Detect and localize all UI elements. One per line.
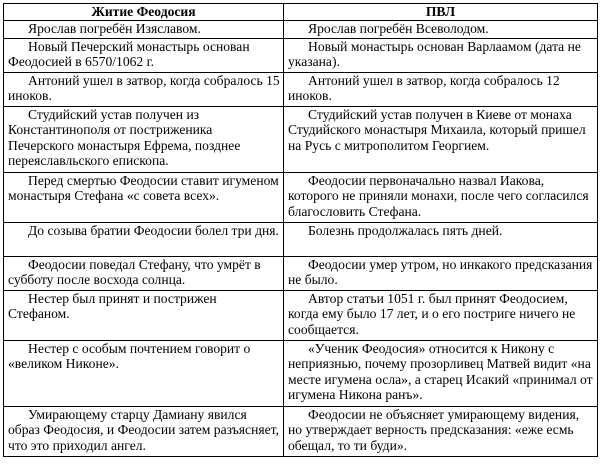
table-row	[4, 340, 598, 406]
table-row	[4, 222, 598, 256]
table-body	[4, 20, 598, 456]
cell-pvl: «Ученик Феодосия» относится к Никону с неприязнью, почему прозорливец Матвей видит «на месте игумена осла», а старец Исакий «принимал от игумена Никона ранъ».	[284, 340, 598, 406]
cell-life: До созыва братии Феодосии болел три дня.	[4, 222, 284, 256]
cell-pvl: Антоний ушел в затвор, когда собралось 12 иноков.	[284, 72, 598, 106]
table-row	[4, 290, 598, 340]
cell-life: Нестер был принят и пострижен Стефаном.	[4, 290, 284, 340]
cell-pvl: Автор статьи 1051 г. был принят Феодосием, когда ему было 17 лет, и о его постриге ничего не сообщается.	[284, 290, 598, 340]
header-row	[4, 4, 598, 21]
cell-pvl: Болезнь продолжалась пять дней.	[284, 222, 598, 256]
comparison-table	[3, 3, 598, 457]
cell-life: Антоний ушел в затвор, когда собралось 15 иноков.	[4, 72, 284, 106]
cell-life: Умирающему старцу Дамиану явился образ Феодосия, и Феодосии затем разъясняет, что это приходил ангел.	[4, 406, 284, 456]
cell-life: Новый Печерский монастырь основан Феодосией в 6570/1062 г.	[4, 38, 284, 72]
cell-life: Ярослав погребён Изяславом.	[4, 20, 284, 38]
table-row	[4, 256, 598, 290]
cell-pvl: Феодосии первоначально назвал Иакова, которого не приняли монахи, после чего согласился благословить Стефана.	[284, 172, 598, 222]
header-life-of-theodosius: Житие Феодосия	[4, 4, 284, 21]
cell-life: Перед смертью Феодосии ставит игуменом монастыря Стефана «с совета всех».	[4, 172, 284, 222]
cell-pvl: Студийский устав получен в Киеве от монаха Студийского монастыря Михаила, который пришел на Русь с митрополитом Георгием.	[284, 106, 598, 172]
cell-life: Студийский устав получен из Константинополя от постриженика Печерского монастыря Ефрема, позднее переяславльского епископа.	[4, 106, 284, 172]
table-row	[4, 172, 598, 222]
header-pvl: ПВЛ	[284, 4, 598, 21]
cell-life: Нестер с особым почтением говорит о «великом Никоне».	[4, 340, 284, 406]
cell-life: Феодосии поведал Стефану, что умрёт в субботу после восхода солнца.	[4, 256, 284, 290]
table-header	[4, 4, 598, 21]
table-row	[4, 20, 598, 38]
table-row	[4, 406, 598, 456]
cell-pvl: Ярослав погребён Всеволодом.	[284, 20, 598, 38]
cell-pvl: Новый монастырь основан Варлаамом (дата не указана).	[284, 38, 598, 72]
cell-pvl: Феодосии не объясняет умирающему видения, но утверждает верность предсказания: «еже есмь обещал, то ти буди».	[284, 406, 598, 456]
table-row	[4, 38, 598, 72]
cell-pvl: Феодосии умер утром, но инкакого предсказания не было.	[284, 256, 598, 290]
table-row	[4, 106, 598, 172]
table-row	[4, 72, 598, 106]
